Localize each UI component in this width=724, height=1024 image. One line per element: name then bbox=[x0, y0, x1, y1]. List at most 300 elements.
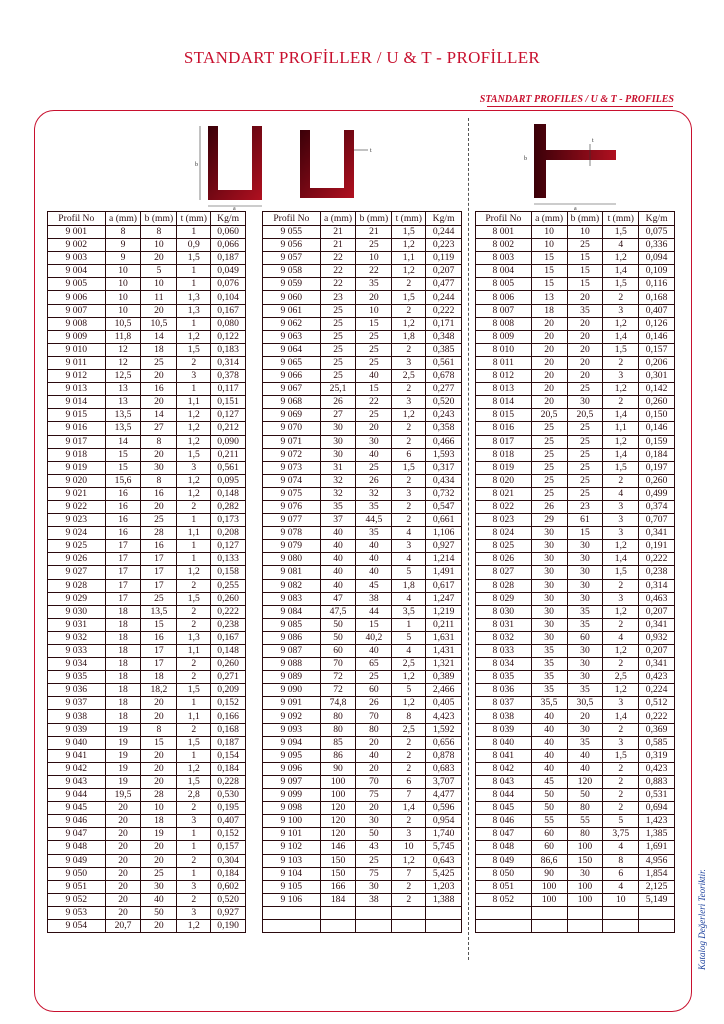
cell-a: 20 bbox=[105, 815, 141, 828]
cell-kgm: 0,224 bbox=[639, 684, 675, 697]
cell-kgm: 0,314 bbox=[211, 356, 246, 369]
cell-kgm: 0,466 bbox=[426, 435, 462, 448]
cell-b: 150 bbox=[567, 854, 603, 867]
table-row bbox=[476, 605, 675, 618]
cell-t: 2,5 bbox=[392, 658, 426, 671]
cell-b: 18 bbox=[141, 343, 177, 356]
cell-b: 20,5 bbox=[567, 409, 603, 422]
header-profile-no: Profil No bbox=[476, 212, 532, 226]
cell-profile-no: 9 027 bbox=[48, 566, 106, 579]
cell-b: 15 bbox=[567, 527, 603, 540]
cell-profile-no: 9 104 bbox=[263, 867, 321, 880]
cell-b: 20 bbox=[356, 736, 392, 749]
cell-kgm: 0,561 bbox=[211, 461, 246, 474]
cell-a bbox=[320, 906, 356, 919]
cell-kgm: 1,106 bbox=[426, 527, 462, 540]
cell-kgm: 0,277 bbox=[426, 383, 462, 396]
cell-kgm: 1,491 bbox=[426, 566, 462, 579]
cell-profile-no: 9 097 bbox=[263, 775, 321, 788]
cell-t: 1,2 bbox=[177, 487, 211, 500]
cell-t: 1 bbox=[177, 540, 211, 553]
table-row bbox=[48, 815, 246, 828]
header-b: b (mm) bbox=[567, 212, 603, 226]
cell-kgm: 0,243 bbox=[426, 409, 462, 422]
cell-b: 40 bbox=[567, 749, 603, 762]
header-a: a (mm) bbox=[320, 212, 356, 226]
cell-t: 2 bbox=[392, 736, 426, 749]
cell-kgm: 0,547 bbox=[426, 500, 462, 513]
table-row bbox=[48, 514, 246, 527]
cell-a: 25,1 bbox=[320, 383, 356, 396]
header-b: b (mm) bbox=[356, 212, 392, 226]
cell-profile-no: 8 014 bbox=[476, 396, 532, 409]
cell-profile-no: 8 005 bbox=[476, 278, 532, 291]
table-row bbox=[476, 645, 675, 658]
cell-kgm: 0,314 bbox=[639, 579, 675, 592]
cell-t: 1 bbox=[177, 828, 211, 841]
cell-kgm: 0,223 bbox=[426, 239, 462, 252]
cell-b: 20 bbox=[141, 304, 177, 317]
cell-kgm: 0,154 bbox=[211, 749, 246, 762]
table-row bbox=[476, 278, 675, 291]
cell-a: 25 bbox=[531, 474, 567, 487]
cell-t: 1 bbox=[177, 514, 211, 527]
cell-profile-no: 9 064 bbox=[263, 343, 321, 356]
cell-a: 30 bbox=[531, 579, 567, 592]
table-row bbox=[48, 684, 246, 697]
table-row bbox=[476, 710, 675, 723]
cell-b: 30 bbox=[567, 553, 603, 566]
cell-t: 3 bbox=[603, 370, 639, 383]
cell-t: 1,2 bbox=[177, 566, 211, 579]
cell-t: 2,5 bbox=[392, 723, 426, 736]
table-row bbox=[48, 370, 246, 383]
table-row bbox=[48, 671, 246, 684]
cell-b: 40 bbox=[356, 645, 392, 658]
cell-b: 60 bbox=[356, 684, 392, 697]
cell-t: 3 bbox=[392, 396, 426, 409]
cell-profile-no: 9 034 bbox=[48, 658, 106, 671]
cell-a: 146 bbox=[320, 841, 356, 854]
cell-t: 1,2 bbox=[392, 671, 426, 684]
table-row bbox=[48, 906, 246, 919]
cell-kgm: 0,244 bbox=[426, 291, 462, 304]
cell-kgm: 0,512 bbox=[639, 697, 675, 710]
cell-a: 22 bbox=[320, 252, 356, 265]
cell-a: 25 bbox=[320, 304, 356, 317]
cell-kgm: 1,740 bbox=[426, 828, 462, 841]
cell-kgm: 1,423 bbox=[639, 815, 675, 828]
cell-profile-no: 9 090 bbox=[263, 684, 321, 697]
table-row bbox=[476, 422, 675, 435]
table-row bbox=[476, 906, 675, 919]
cell-a: 60 bbox=[531, 828, 567, 841]
header-t: t (mm) bbox=[177, 212, 211, 226]
cell-kgm: 0,520 bbox=[426, 396, 462, 409]
cell-b: 35 bbox=[567, 736, 603, 749]
cell-b: 35 bbox=[356, 278, 392, 291]
table-row bbox=[48, 618, 246, 631]
cell-kgm: 0,228 bbox=[211, 775, 246, 788]
cell-t: 3 bbox=[392, 487, 426, 500]
table-row bbox=[263, 317, 462, 330]
cell-a: 20 bbox=[105, 854, 141, 867]
cell-profile-no: 9 041 bbox=[48, 749, 106, 762]
cell-kgm: 4,423 bbox=[426, 710, 462, 723]
cell-a: 120 bbox=[320, 802, 356, 815]
cell-profile-no: 9 099 bbox=[263, 789, 321, 802]
cell-t: 3 bbox=[177, 461, 211, 474]
cell-profile-no: 8 050 bbox=[476, 867, 532, 880]
cell-b: 80 bbox=[567, 828, 603, 841]
cell-b: 30 bbox=[567, 645, 603, 658]
table-row bbox=[48, 697, 246, 710]
cell-profile-no: 9 037 bbox=[48, 697, 106, 710]
cell-kgm: 0,060 bbox=[211, 226, 246, 239]
cell-t: 1,2 bbox=[603, 605, 639, 618]
cell-t: 2 bbox=[603, 356, 639, 369]
cell-kgm: 0,146 bbox=[639, 330, 675, 343]
cell-profile-no: 8 021 bbox=[476, 487, 532, 500]
cell-profile-no: 9 010 bbox=[48, 343, 106, 356]
cell-kgm: 0,358 bbox=[426, 422, 462, 435]
cell-profile-no: 8 048 bbox=[476, 841, 532, 854]
cell-profile-no: 8 035 bbox=[476, 671, 532, 684]
cell-b: 20 bbox=[141, 749, 177, 762]
cell-b: 25 bbox=[567, 239, 603, 252]
cell-kgm: 0,207 bbox=[426, 265, 462, 278]
cell-a: 13 bbox=[105, 396, 141, 409]
cell-profile-no: 9 088 bbox=[263, 658, 321, 671]
table-row bbox=[48, 710, 246, 723]
cell-profile-no: 9 084 bbox=[263, 605, 321, 618]
cell-kgm: 0,187 bbox=[211, 252, 246, 265]
cell-kgm: 0,255 bbox=[211, 579, 246, 592]
cell-t: 2 bbox=[392, 893, 426, 906]
cell-profile-no: 8 023 bbox=[476, 514, 532, 527]
cell-profile-no: 9 103 bbox=[263, 854, 321, 867]
u-profile-table-2 bbox=[262, 211, 462, 933]
cell-b: 18,2 bbox=[141, 684, 177, 697]
cell-t bbox=[392, 906, 426, 919]
cell-kgm: 1,592 bbox=[426, 723, 462, 736]
cell-kgm: 0,116 bbox=[639, 278, 675, 291]
cell-a: 15 bbox=[531, 278, 567, 291]
cell-b: 20 bbox=[141, 252, 177, 265]
cell-a: 90 bbox=[320, 762, 356, 775]
table-row bbox=[263, 527, 462, 540]
table-row bbox=[263, 291, 462, 304]
cell-t: 2 bbox=[392, 474, 426, 487]
table-row bbox=[48, 854, 246, 867]
table-row bbox=[476, 775, 675, 788]
cell-b: 15 bbox=[141, 618, 177, 631]
cell-t: 6 bbox=[603, 867, 639, 880]
cell-kgm: 1,431 bbox=[426, 645, 462, 658]
cell-profile-no: 9 040 bbox=[48, 736, 106, 749]
cell-kgm: 0,656 bbox=[426, 736, 462, 749]
cell-t: 2 bbox=[392, 762, 426, 775]
table-row bbox=[476, 658, 675, 671]
table-row bbox=[263, 330, 462, 343]
cell-profile-no: 9 049 bbox=[48, 854, 106, 867]
cell-b: 30 bbox=[567, 658, 603, 671]
cell-kgm: 0,260 bbox=[639, 474, 675, 487]
cell-t: 2 bbox=[392, 435, 426, 448]
cell-b: 25 bbox=[141, 356, 177, 369]
cell-t: 1,5 bbox=[177, 343, 211, 356]
cell-b: 28 bbox=[141, 527, 177, 540]
table-row bbox=[48, 278, 246, 291]
cell-b: 30 bbox=[567, 867, 603, 880]
cell-b: 22 bbox=[356, 396, 392, 409]
table-row bbox=[476, 841, 675, 854]
table-row bbox=[476, 618, 675, 631]
cell-t: 1,2 bbox=[392, 239, 426, 252]
table-row bbox=[48, 749, 246, 762]
cell-a: 30 bbox=[531, 605, 567, 618]
cell-b: 13,5 bbox=[141, 605, 177, 618]
cell-kgm: 0,617 bbox=[426, 579, 462, 592]
cell-profile-no: 9 007 bbox=[48, 304, 106, 317]
table-row bbox=[476, 435, 675, 448]
table-row bbox=[48, 893, 246, 906]
cell-kgm: 0,244 bbox=[426, 226, 462, 239]
table-row bbox=[48, 802, 246, 815]
cell-t: 1 bbox=[177, 553, 211, 566]
cell-kgm bbox=[639, 919, 675, 932]
cell-t: 1,2 bbox=[177, 409, 211, 422]
cell-t: 3 bbox=[177, 370, 211, 383]
cell-kgm: 0,167 bbox=[211, 304, 246, 317]
cell-b: 10,5 bbox=[141, 317, 177, 330]
cell-kgm: 0,184 bbox=[639, 448, 675, 461]
cell-a: 19 bbox=[105, 749, 141, 762]
cell-b: 17 bbox=[141, 658, 177, 671]
table-row bbox=[476, 789, 675, 802]
table-row bbox=[476, 409, 675, 422]
cell-kgm: 0,336 bbox=[639, 239, 675, 252]
cell-t: 1,2 bbox=[603, 645, 639, 658]
cell-a: 10 bbox=[105, 265, 141, 278]
cell-profile-no: 9 085 bbox=[263, 618, 321, 631]
cell-b: 10 bbox=[141, 802, 177, 815]
cell-kgm: 1,385 bbox=[639, 828, 675, 841]
cell-a: 32 bbox=[320, 474, 356, 487]
cell-profile-no: 9 071 bbox=[263, 435, 321, 448]
cell-t: 2 bbox=[177, 893, 211, 906]
cell-t: 2 bbox=[177, 618, 211, 631]
cell-profile-no: 9 059 bbox=[263, 278, 321, 291]
cell-b: 40 bbox=[356, 553, 392, 566]
cell-a: 20 bbox=[531, 343, 567, 356]
cell-b: 25 bbox=[567, 448, 603, 461]
cell-b: 30 bbox=[567, 566, 603, 579]
header-t: t (mm) bbox=[392, 212, 426, 226]
cell-kgm: 0,207 bbox=[639, 605, 675, 618]
cell-kgm: 0,195 bbox=[211, 802, 246, 815]
cell-a: 150 bbox=[320, 867, 356, 880]
cell-profile-no: 8 031 bbox=[476, 618, 532, 631]
cell-t: 2 bbox=[392, 304, 426, 317]
cell-t: 2 bbox=[392, 514, 426, 527]
cell-a: 10 bbox=[105, 278, 141, 291]
cell-t: 2 bbox=[392, 422, 426, 435]
cell-t: 2 bbox=[603, 775, 639, 788]
cell-b: 20 bbox=[141, 370, 177, 383]
cell-a: 30 bbox=[531, 631, 567, 644]
cell-a: 19 bbox=[105, 723, 141, 736]
cell-a: 17 bbox=[105, 592, 141, 605]
table-row bbox=[48, 919, 246, 932]
cell-kgm: 0,095 bbox=[211, 474, 246, 487]
cell-t: 1,4 bbox=[603, 553, 639, 566]
cell-a: 85 bbox=[320, 736, 356, 749]
cell-t: 2 bbox=[177, 605, 211, 618]
cell-profile-no: 9 065 bbox=[263, 356, 321, 369]
cell-a: 30 bbox=[531, 566, 567, 579]
cell-kgm: 0,707 bbox=[639, 514, 675, 527]
cell-a: 10 bbox=[531, 226, 567, 239]
cell-profile-no bbox=[476, 919, 532, 932]
cell-kgm: 0,159 bbox=[639, 435, 675, 448]
cell-t: 1,2 bbox=[603, 252, 639, 265]
cell-kgm: 1,388 bbox=[426, 893, 462, 906]
cell-profile-no: 9 018 bbox=[48, 448, 106, 461]
cell-t: 2 bbox=[603, 789, 639, 802]
cell-a: 25 bbox=[320, 330, 356, 343]
cell-a: 25 bbox=[531, 487, 567, 500]
cell-profile-no: 9 102 bbox=[263, 841, 321, 854]
cell-t: 10 bbox=[603, 893, 639, 906]
cell-profile-no: 8 015 bbox=[476, 409, 532, 422]
table-row bbox=[263, 710, 462, 723]
table-row bbox=[48, 631, 246, 644]
table-row bbox=[48, 265, 246, 278]
table-row bbox=[476, 919, 675, 932]
cell-kgm: 0,104 bbox=[211, 291, 246, 304]
label-b: b bbox=[195, 162, 198, 168]
table-header-row bbox=[48, 212, 246, 226]
cell-profile-no: 9 081 bbox=[263, 566, 321, 579]
cell-b: 25 bbox=[356, 330, 392, 343]
table-row bbox=[48, 540, 246, 553]
cell-kgm: 2,125 bbox=[639, 880, 675, 893]
cell-b: 25 bbox=[567, 461, 603, 474]
cell-a: 90 bbox=[531, 867, 567, 880]
cell-profile-no: 9 068 bbox=[263, 396, 321, 409]
cell-kgm: 0,341 bbox=[639, 527, 675, 540]
cell-t: 4 bbox=[603, 487, 639, 500]
table-row bbox=[476, 697, 675, 710]
cell-b: 70 bbox=[356, 775, 392, 788]
table-row bbox=[48, 461, 246, 474]
cell-profile-no: 9 096 bbox=[263, 762, 321, 775]
table-row bbox=[48, 239, 246, 252]
cell-b: 16 bbox=[141, 540, 177, 553]
cell-b: 20 bbox=[141, 919, 177, 932]
cell-a: 20 bbox=[105, 841, 141, 854]
cell-kgm: 0,260 bbox=[639, 396, 675, 409]
cell-a: 18 bbox=[105, 684, 141, 697]
cell-t: 1,2 bbox=[603, 540, 639, 553]
cell-t: 1,2 bbox=[392, 409, 426, 422]
cell-a: 20,7 bbox=[105, 919, 141, 932]
cell-kgm: 5,745 bbox=[426, 841, 462, 854]
cell-t: 4 bbox=[603, 239, 639, 252]
cell-a: 11,8 bbox=[105, 330, 141, 343]
cell-b: 50 bbox=[356, 828, 392, 841]
cell-b: 25 bbox=[567, 487, 603, 500]
cell-t: 1,2 bbox=[603, 383, 639, 396]
cell-a: 120 bbox=[320, 828, 356, 841]
cell-b: 20 bbox=[141, 448, 177, 461]
cell-a: 17 bbox=[105, 579, 141, 592]
cell-t: 1 bbox=[177, 226, 211, 239]
cell-a: 40 bbox=[531, 749, 567, 762]
cell-profile-no: 9 002 bbox=[48, 239, 106, 252]
table-row bbox=[476, 252, 675, 265]
cell-kgm: 1,631 bbox=[426, 631, 462, 644]
cell-b: 30 bbox=[567, 723, 603, 736]
cell-b: 20 bbox=[141, 710, 177, 723]
cell-kgm: 0,341 bbox=[639, 618, 675, 631]
cell-kgm: 0,142 bbox=[639, 383, 675, 396]
cell-b: 8 bbox=[141, 435, 177, 448]
table-row bbox=[263, 553, 462, 566]
cell-t: 2 bbox=[392, 278, 426, 291]
cell-t: 1,2 bbox=[177, 435, 211, 448]
header-a: a (mm) bbox=[105, 212, 141, 226]
table-row bbox=[476, 226, 675, 239]
cell-a: 60 bbox=[320, 645, 356, 658]
cell-t: 1,4 bbox=[603, 330, 639, 343]
cell-profile-no: 9 029 bbox=[48, 592, 106, 605]
cell-profile-no: 9 019 bbox=[48, 461, 106, 474]
u-profile-figure-left bbox=[190, 120, 280, 210]
cell-profile-no: 9 042 bbox=[48, 762, 106, 775]
cell-t: 10 bbox=[392, 841, 426, 854]
cell-profile-no: 8 042 bbox=[476, 762, 532, 775]
cell-t: 6 bbox=[392, 448, 426, 461]
table-row bbox=[263, 775, 462, 788]
table-row bbox=[48, 579, 246, 592]
cell-t bbox=[603, 919, 639, 932]
cell-b: 25 bbox=[567, 383, 603, 396]
cell-a: 20 bbox=[531, 356, 567, 369]
table-row bbox=[48, 645, 246, 658]
cell-profile-no: 8 044 bbox=[476, 789, 532, 802]
cell-profile-no: 9 031 bbox=[48, 618, 106, 631]
cell-t: 2 bbox=[392, 383, 426, 396]
cell-t: 2 bbox=[177, 579, 211, 592]
cell-kgm: 0,150 bbox=[639, 409, 675, 422]
cell-t: 3 bbox=[177, 880, 211, 893]
cell-t: 2 bbox=[603, 291, 639, 304]
cell-b: 30 bbox=[567, 540, 603, 553]
cell-a: 72 bbox=[320, 684, 356, 697]
cell-a: 20 bbox=[105, 906, 141, 919]
cell-kgm: 0,477 bbox=[426, 278, 462, 291]
cell-t: 1,4 bbox=[603, 448, 639, 461]
cell-a: 18 bbox=[531, 304, 567, 317]
cell-profile-no: 8 001 bbox=[476, 226, 532, 239]
cell-a: 60 bbox=[531, 841, 567, 854]
cell-t: 1,5 bbox=[392, 461, 426, 474]
cell-profile-no: 8 006 bbox=[476, 291, 532, 304]
cell-kgm: 0,561 bbox=[426, 356, 462, 369]
cell-kgm: 0,694 bbox=[639, 802, 675, 815]
